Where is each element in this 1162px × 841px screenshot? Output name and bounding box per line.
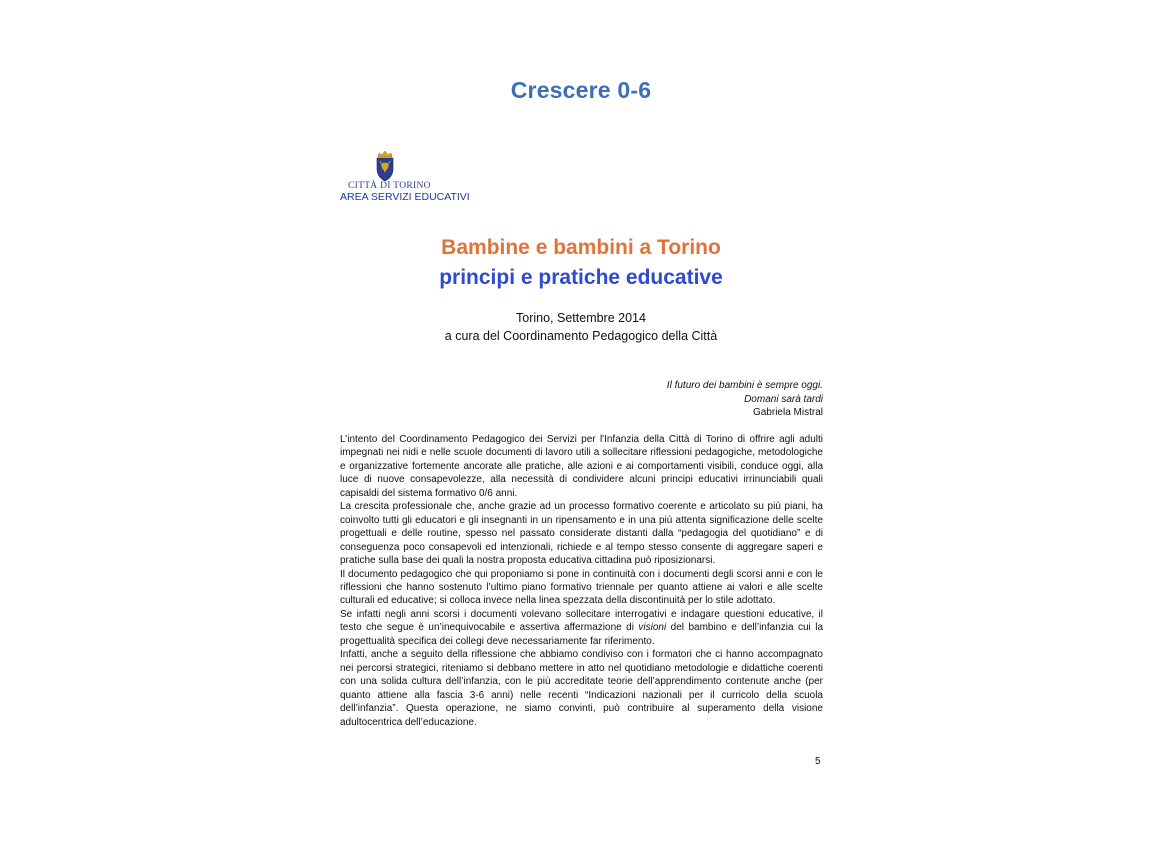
- paragraph-5: Infatti, anche a seguito della riflessione che abbiamo condiviso con i formatori che ci hanno accompagnato nei percorsi strategici, riteniamo si debbano mettere in atto nel quotidiano metodologie e didattiche coerenti con una solida cultura dell’infanzia, con le più accreditate teorie dell’apprendimento contenute anche (per quanto attiene alla fascia 3-6 anni) nelle recenti “Indicazioni nazionali per il curricolo della scuola dell’infanzia”. Questa operazione, ne siamo convinti, può contribuire al superamento della visione adultocentrica dell’educazione.: [340, 649, 823, 728]
- paragraph-4-start: Se infatti negli anni scorsi i documenti volevano sollecitare interrogativi e indagare questioni educative, il testo che segue è un’inequivocabile e assertiva affermazione di: [340, 608, 823, 634]
- quote-line-1: Il futuro dei bambini è sempre oggi.: [666, 380, 823, 391]
- paragraph-1: L’intento del Coordinamento Pedagogico dei Servizi per l'Infanzia della Città di Torino di offrire agli adulti impegnati nei nidi e nelle scuole documenti di lavoro utili a sollecitare riflessioni pedagogiche, metodologiche e organizzative fortemente ancorate alle pratiche, alle azioni e ai comportamenti visibili, conduce oggi, alla luce di nuove consapevolezze, alla necessità di condividere alcuni principi educativi irrinunciabili quali capisaldi del sistema formativo 0/6 anni.: [340, 434, 823, 499]
- author-line: a cura del Coordinamento Pedagogico della Città: [444, 329, 718, 343]
- title-line-2: principi e pratiche educative: [439, 266, 723, 289]
- quote-line-2: Domani sarà tardi: [744, 393, 823, 405]
- city-name: CITTÀ DI TORINO: [348, 181, 431, 191]
- title-line-1: Bambine e bambini a Torino: [441, 236, 721, 259]
- page-number: 5: [815, 756, 821, 767]
- header-title: Crescere 0-6: [510, 77, 652, 103]
- paragraph-4-italic: visioni: [638, 622, 667, 634]
- body-text: [340, 433, 823, 729]
- quote-author: Gabriela Mistral: [752, 407, 823, 418]
- city-crest-icon: [374, 150, 396, 182]
- area-label: AREA SERVIZI EDUCATIVI: [340, 191, 470, 203]
- paragraph-3: Il documento pedagogico che qui proponiamo si pone in continuità con i documenti degli scorsi anni e con le riflessioni che hanno sostenuto l’ultimo piano formativo triennale per quanto attiene ai valori e alle scelte culturali ed educative; si colloca invece nella linea spezzata della discontinuità per lo stile adottato.: [340, 568, 823, 607]
- epigraph-quote: [667, 379, 823, 420]
- date-line: Torino, Settembre 2014: [516, 311, 646, 325]
- paragraph-2: La crescita professionale che, anche grazie ad un processo formativo coerente e articolato su più piani, ha coinvolto tutti gli educatori e gli insegnanti in un ripensamento e in una più attenta significazione delle scelte progettuali e delle routine, spesso nel passato considerate distanti dalla “pedagogia del quotidiano” e di conseguenza poco consapevoli ed intenzionali, richiede e al tempo stesso consente di aggregare saperi e pratiche sulla base dei quali la nostra proposta educativa cittadina può riposizionarsi.: [340, 501, 823, 567]
- paragraph-4-end: del bambino e dell’infanzia cui la progettualità specifica dei collegi deve necessariamente far riferimento.: [340, 622, 824, 647]
- paragraph-4: [340, 608, 823, 648]
